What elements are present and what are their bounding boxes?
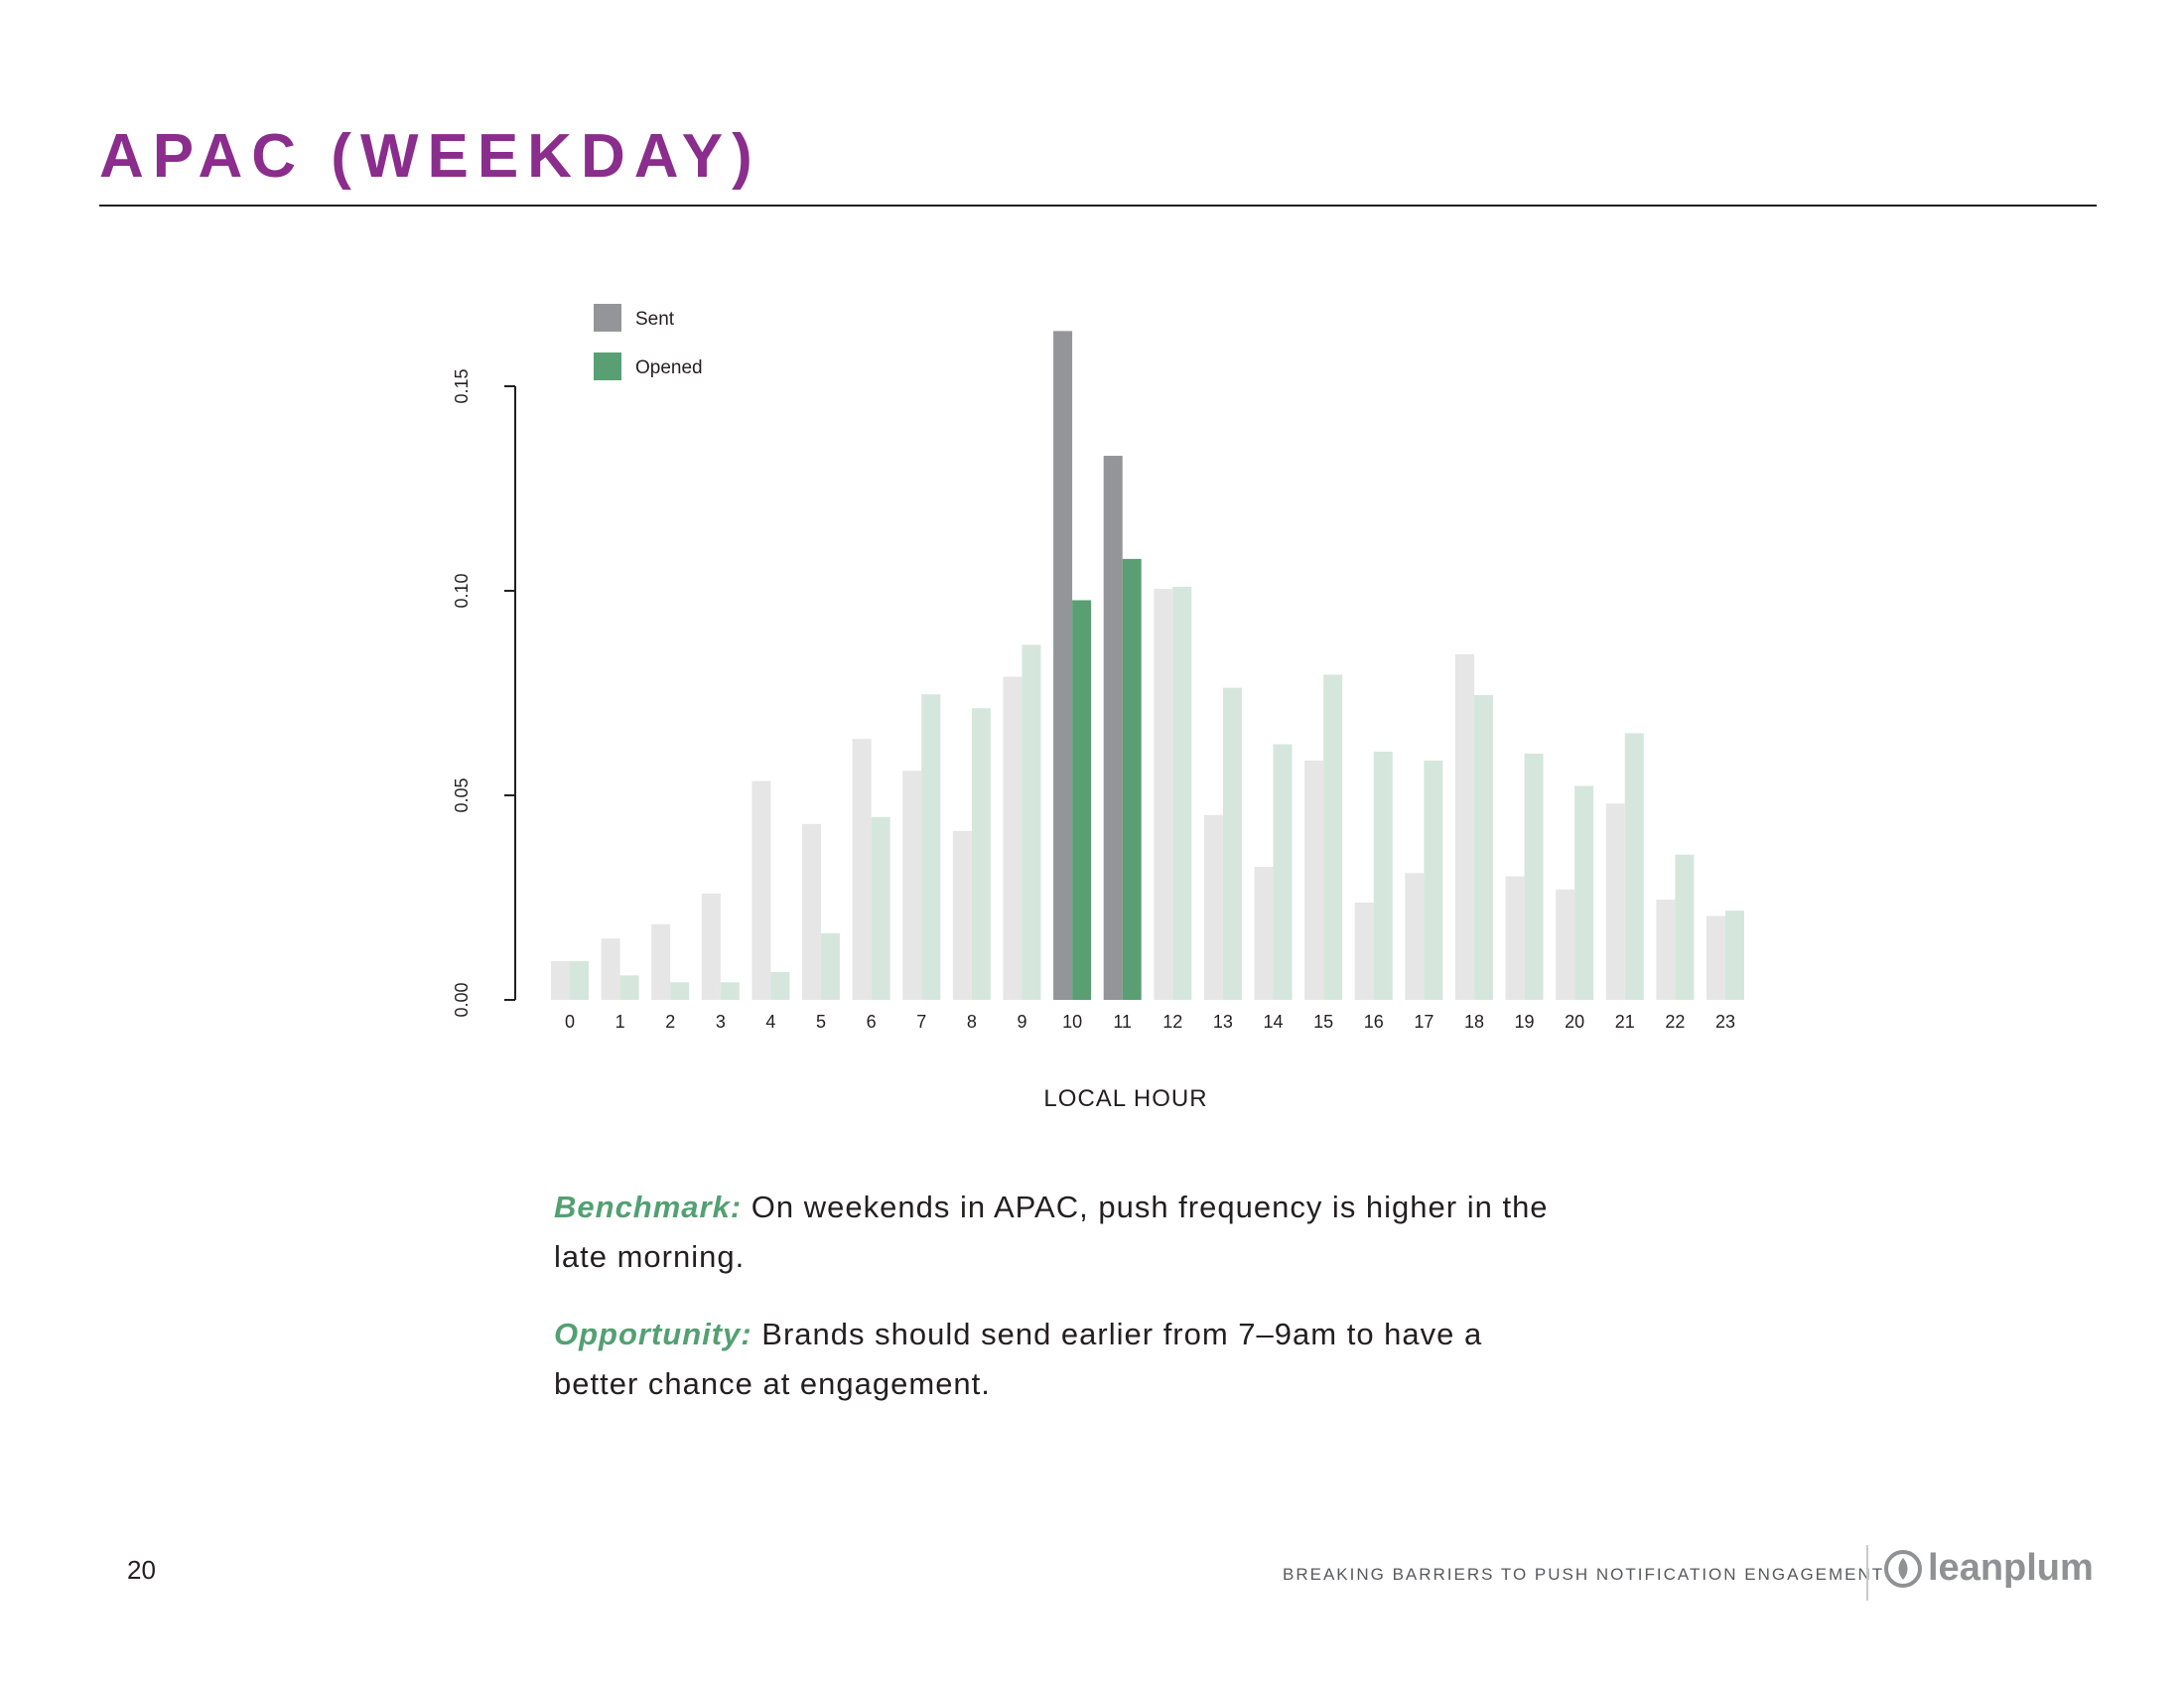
bar-opened-1 — [620, 975, 639, 1000]
x-tick-label: 10 — [1062, 1012, 1083, 1032]
opportunity-label: Opportunity: — [554, 1317, 752, 1351]
bar-opened-3 — [721, 982, 740, 1000]
x-tick-label: 3 — [715, 1012, 726, 1032]
brand-logo — [1882, 1547, 2094, 1590]
bar-opened-18 — [1474, 695, 1493, 1000]
bar-sent-4 — [751, 781, 770, 1000]
x-tick-label: 11 — [1113, 1012, 1133, 1032]
bar-opened-23 — [1725, 911, 1744, 1000]
bar-sent-5 — [802, 824, 821, 1000]
benchmark-note — [554, 1183, 1567, 1282]
bar-opened-15 — [1323, 674, 1342, 1000]
y-tick-label: 0.05 — [452, 777, 472, 813]
x-tick-label: 0 — [564, 1012, 576, 1032]
bar-opened-22 — [1675, 855, 1694, 1000]
bar-opened-10 — [1072, 600, 1091, 1000]
bar-sent-10 — [1053, 331, 1072, 1000]
x-tick-label: 9 — [1017, 1012, 1027, 1032]
x-tick-label: 1 — [614, 1012, 625, 1032]
bar-sent-11 — [1104, 456, 1123, 1000]
bar-opened-20 — [1574, 786, 1593, 1000]
opportunity-text: Brands should send earlier from 7–9am to have a better chance at engagement. — [554, 1317, 1483, 1401]
bar-opened-19 — [1525, 754, 1544, 1000]
x-tick-label: 22 — [1665, 1012, 1686, 1032]
bar-sent-20 — [1556, 890, 1574, 1000]
x-tick-label: 16 — [1363, 1012, 1384, 1032]
bar-sent-9 — [1003, 677, 1022, 1000]
bar-sent-8 — [953, 831, 972, 1000]
bar-opened-2 — [670, 982, 689, 1000]
bar-opened-11 — [1123, 559, 1142, 1000]
bar-opened-14 — [1274, 745, 1293, 1001]
bar-opened-12 — [1172, 587, 1191, 1000]
brand-name: leanplum — [1928, 1547, 2094, 1589]
bar-opened-4 — [770, 972, 789, 1000]
x-tick-label: 12 — [1162, 1012, 1183, 1032]
x-tick-label: 18 — [1463, 1012, 1484, 1032]
bar-sent-12 — [1154, 589, 1172, 1000]
bar-opened-17 — [1424, 761, 1442, 1000]
x-tick-label: 23 — [1714, 1012, 1736, 1032]
y-tick-label: 0.15 — [452, 368, 472, 404]
bar-sent-15 — [1304, 761, 1323, 1000]
x-tick-label: 5 — [816, 1012, 827, 1032]
bar-opened-5 — [821, 933, 840, 1000]
x-tick-label: 6 — [866, 1012, 877, 1032]
bar-opened-9 — [1022, 644, 1040, 1000]
benchmark-text: On weekends in APAC, push frequency is higher in the late morning. — [554, 1190, 1549, 1274]
legend-label-sent: Sent — [635, 309, 675, 330]
x-tick-label: 17 — [1414, 1012, 1434, 1032]
leanplum-logo-icon — [1882, 1548, 1924, 1590]
benchmark-label: Benchmark: — [554, 1190, 743, 1224]
legend-swatch-opened — [594, 352, 621, 380]
x-tick-label: 19 — [1514, 1012, 1535, 1032]
x-axis-ticks — [565, 1012, 1735, 1032]
footer-divider — [1866, 1545, 1868, 1601]
opportunity-note — [554, 1310, 1567, 1409]
x-axis-label: LOCAL HOUR — [1043, 1085, 1208, 1112]
bar-opened-13 — [1223, 688, 1242, 1000]
bar-sent-21 — [1606, 803, 1625, 1000]
bar-sent-16 — [1355, 903, 1374, 1000]
chart-bars — [551, 331, 1744, 1000]
bar-sent-6 — [853, 739, 872, 1000]
bar-sent-17 — [1405, 873, 1424, 1000]
x-tick-label: 13 — [1212, 1012, 1233, 1032]
y-tick-label: 0.00 — [452, 982, 472, 1018]
bar-opened-0 — [570, 961, 589, 1000]
x-tick-label: 7 — [916, 1012, 927, 1032]
page-title: APAC (WEEKDAY) — [99, 122, 761, 191]
x-tick-label: 4 — [765, 1012, 776, 1032]
x-tick-label: 21 — [1614, 1012, 1635, 1032]
bar-sent-2 — [651, 924, 670, 1000]
bar-sent-3 — [702, 894, 721, 1000]
legend-swatch-sent — [594, 304, 621, 332]
y-tick-label: 0.10 — [452, 573, 472, 609]
bar-opened-7 — [921, 694, 940, 1000]
y-axis — [452, 368, 515, 1017]
bar-sent-1 — [602, 938, 620, 1000]
bar-opened-21 — [1625, 733, 1644, 1000]
bar-opened-16 — [1374, 752, 1393, 1000]
chart-legend — [594, 304, 703, 380]
bar-sent-23 — [1706, 916, 1725, 1000]
x-tick-label: 8 — [966, 1012, 977, 1032]
bar-sent-7 — [902, 771, 921, 1000]
x-tick-label: 14 — [1263, 1012, 1284, 1032]
bar-sent-22 — [1656, 900, 1675, 1000]
bar-sent-19 — [1506, 877, 1525, 1000]
footer-tagline: BREAKING BARRIERS TO PUSH NOTIFICATION ENGAGEMENT — [1283, 1565, 1885, 1584]
x-tick-label: 15 — [1313, 1012, 1334, 1032]
page-number: 20 — [127, 1555, 156, 1585]
x-tick-label: 20 — [1565, 1012, 1585, 1032]
x-tick-label: 2 — [665, 1012, 676, 1032]
bar-sent-14 — [1255, 867, 1274, 1000]
bar-sent-13 — [1204, 815, 1223, 1000]
bar-sent-18 — [1455, 654, 1474, 1000]
legend-label-opened: Opened — [635, 357, 703, 378]
bar-sent-0 — [551, 961, 570, 1000]
bar-opened-6 — [872, 817, 890, 1000]
bar-opened-8 — [972, 708, 991, 1000]
